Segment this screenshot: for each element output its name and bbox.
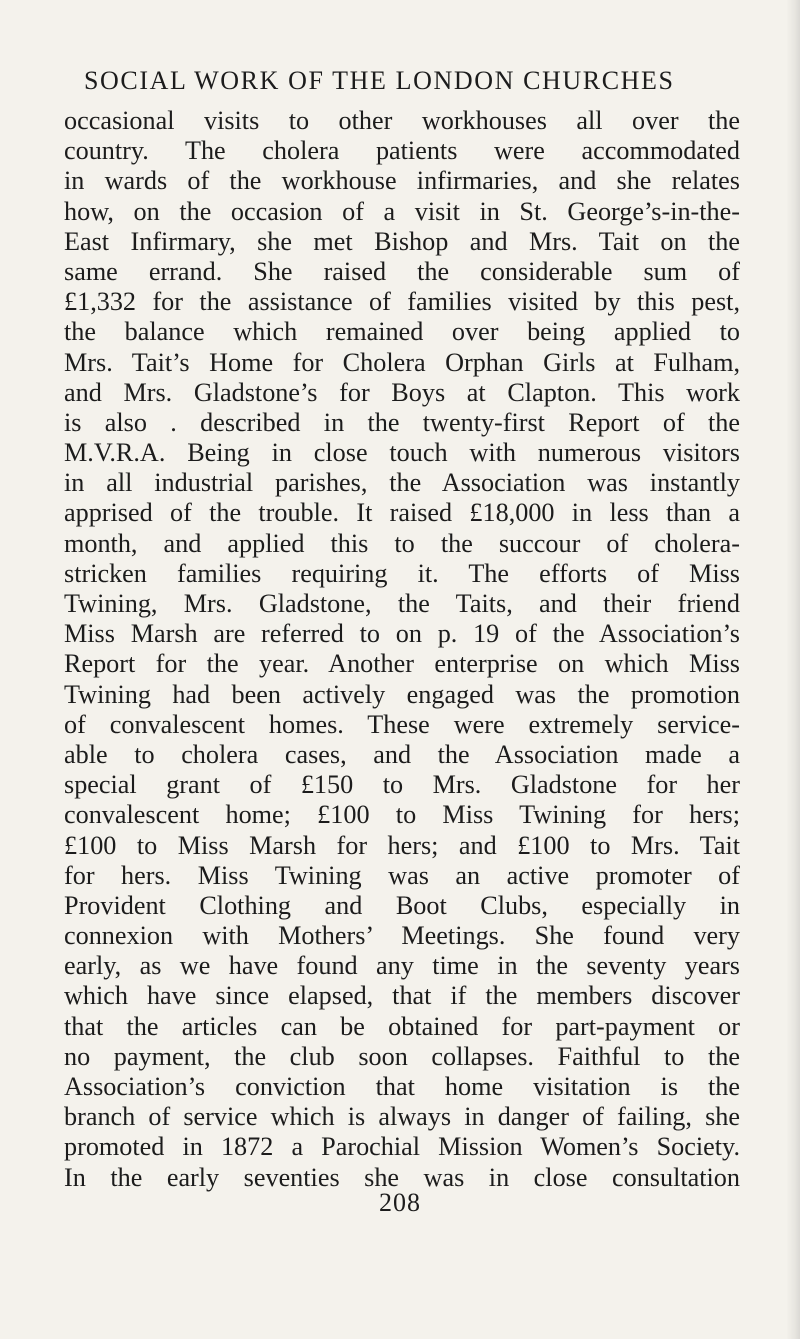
- text-line: country. The cholera patients were accommodated: [64, 136, 740, 166]
- text-line: in all industrial parishes, the Association was instantly: [64, 468, 740, 498]
- text-line: that the articles can be obtained for part-payment or: [64, 1011, 740, 1041]
- text-line: stricken families requiring it. The efforts of Miss: [64, 558, 740, 588]
- text-line: Association’s conviction that home visitation is the: [64, 1072, 740, 1101]
- text-line: early, as we have found any time in the seventy years: [64, 951, 740, 981]
- text-line: Twining, Mrs. Gladstone, the Taits, and their friend: [64, 589, 740, 618]
- text-line: month, and applied this to the succour of cholera-: [64, 528, 740, 558]
- text-line: Provident Clothing and Boot Clubs, especially in: [64, 890, 740, 920]
- text-line: and Mrs. Gladstone’s for Boys at Clapton. This work: [64, 377, 740, 407]
- text-line: able to cholera cases, and the Association made a: [64, 739, 740, 769]
- text-line: in wards of the workhouse infirmaries, and she relates: [64, 166, 740, 196]
- text-line: Report for the year. Another enterprise on which Miss: [64, 649, 740, 679]
- text-line: same errand. She raised the considerable sum of: [64, 256, 740, 286]
- text-line: is also . described in the twenty-first Report of the: [64, 407, 740, 437]
- running-head: SOCIAL WORK OF THE LONDON CHURCHES: [84, 66, 675, 95]
- text-line: how, on the occasion of a visit in St. George’s-in-the-: [64, 196, 740, 226]
- text-line: £1,332 for the assistance of families visited by this pest,: [64, 287, 740, 317]
- text-line: apprised of the trouble. It raised £18,000 in less than a: [64, 498, 740, 528]
- text-line: for hers. Miss Twining was an active promoter of: [64, 860, 740, 890]
- text-line: Mrs. Tait’s Home for Cholera Orphan Girls at Fulham,: [64, 347, 740, 377]
- page-edge-shadow: [786, 0, 800, 1339]
- text-line: special grant of £150 to Mrs. Gladstone for her: [64, 770, 740, 800]
- text-line: the balance which remained over being applied to: [64, 317, 740, 347]
- text-line: branch of service which is always in danger of failing, she: [64, 1102, 740, 1132]
- text-line: In the early seventies she was in close consultation: [64, 1162, 740, 1192]
- text-line: connexion with Mothers’ Meetings. She found very: [64, 921, 740, 951]
- text-line: promoted in 1872 a Parochial Mission Women’s Society.: [64, 1132, 740, 1162]
- text-line: Twining had been actively engaged was the promotion: [64, 679, 740, 709]
- text-line: M.V.R.A. Being in close touch with numerous visitors: [64, 438, 740, 468]
- text-line: Miss Marsh are referred to on p. 19 of the Association’s: [64, 619, 740, 649]
- text-line: occasional visits to other workhouses all over the: [64, 106, 740, 135]
- text-line: £100 to Miss Marsh for hers; and £100 to Mrs. Tait: [64, 830, 740, 860]
- body-text: [64, 106, 740, 1193]
- text-line: convalescent home; £100 to Miss Twining for hers;: [64, 800, 740, 830]
- text-line: East Infirmary, she met Bishop and Mrs. Tait on the: [64, 226, 740, 256]
- text-line: which have since elapsed, that if the members discover: [64, 981, 740, 1011]
- text-line: no payment, the club soon collapses. Faithful to the: [64, 1041, 740, 1071]
- text-line: of convalescent homes. These were extremely service-: [64, 709, 740, 739]
- page-number: 208: [379, 1188, 421, 1217]
